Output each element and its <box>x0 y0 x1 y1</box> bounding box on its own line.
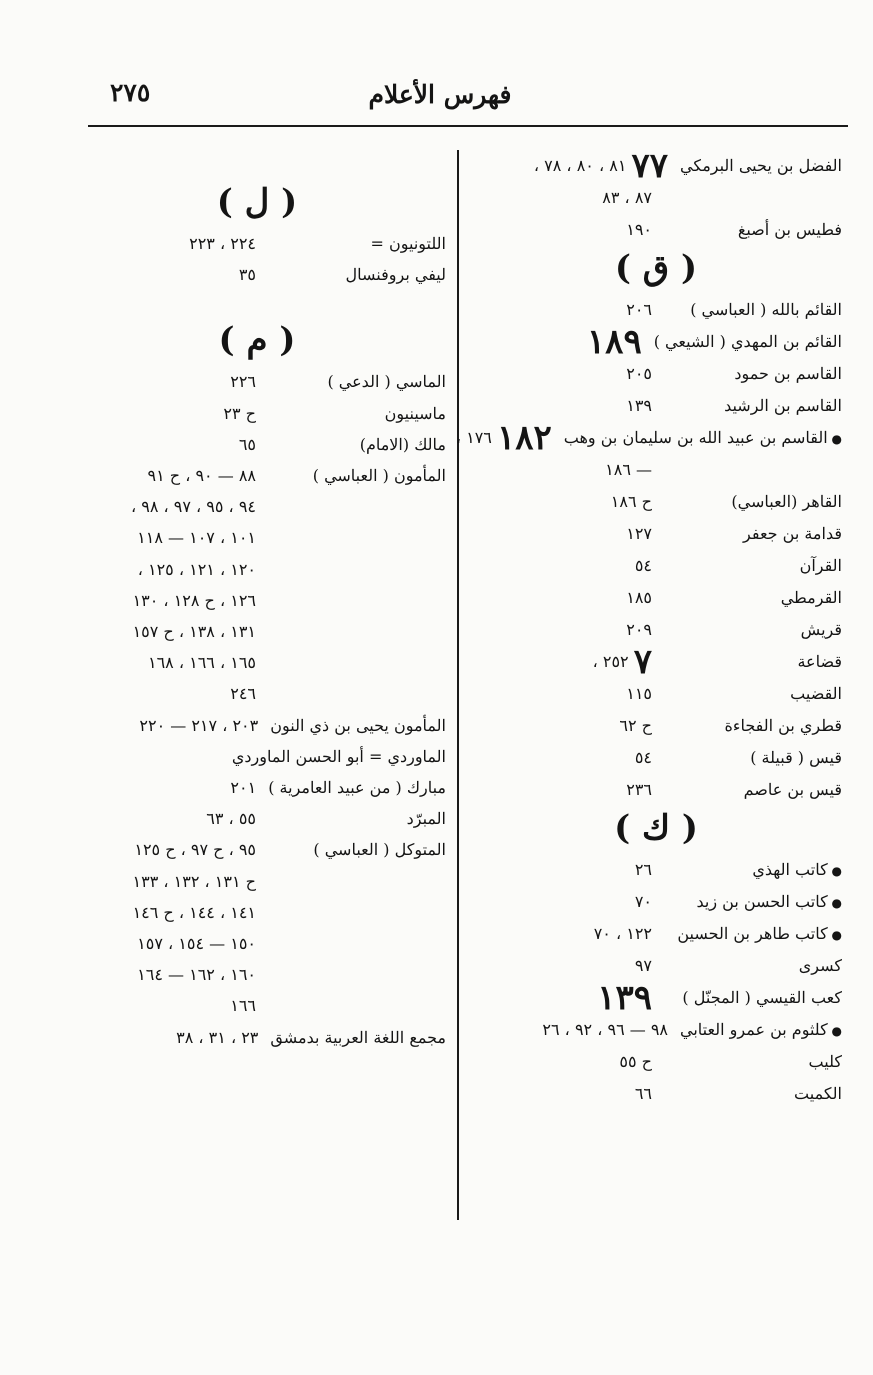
entry-name: مجمع اللغة العربية بدمشق٢٣ ، ٣١ ، ٣٨ <box>176 1027 446 1047</box>
entry-page-refs <box>206 803 256 835</box>
entry-name: المبرّد <box>406 809 446 829</box>
entry-page-refs <box>592 642 652 682</box>
page-numbers: ٢٠١ <box>230 778 257 797</box>
index-entry <box>470 214 842 246</box>
page-header-title: فهرس الأعلام <box>368 80 512 109</box>
entry-page-refs <box>230 990 256 1022</box>
page-number: ٢٧٥ <box>110 78 151 107</box>
index-entry-continuation <box>470 454 842 486</box>
entry-page-refs <box>148 460 256 492</box>
entry-name: القاهر (العباسي) <box>731 492 842 511</box>
page-numbers: ٢٥٢ ، <box>592 652 629 671</box>
page-numbers: ٨٨ — ٩٠ ، ح ٩١ <box>147 466 256 485</box>
index-entry <box>470 358 842 390</box>
index-entry <box>470 886 842 918</box>
entry-name: القائم بالله ( العباسي ) <box>690 300 842 319</box>
page-numbers: ١٢٠ ، ١٢١ ، ١٢٥ ، <box>137 559 256 579</box>
page-numbers: ٩٧ <box>634 956 652 975</box>
index-entry <box>68 429 446 461</box>
entry-page-refs <box>594 918 652 950</box>
entry-page-refs <box>635 1078 652 1110</box>
entry-page-refs <box>138 554 256 586</box>
entry-name: المتوكل ( العباسي ) <box>313 840 446 860</box>
page-numbers: ١٥٠ — ١٥٤ ، ١٥٧ <box>137 934 256 953</box>
entry-page-refs <box>586 322 642 362</box>
entry-page-refs <box>626 390 652 422</box>
page-numbers: ٩٤ ، ٩٥ ، ٩٧ ، ٩٨ ، <box>130 497 256 517</box>
index-entry <box>470 518 842 550</box>
section-letter-heading: ( ل ) <box>216 182 298 222</box>
header-rule <box>88 125 848 127</box>
page-numbers: ٩٨ — ٩٦ ، ٩٢ ، ٢٦ <box>542 1020 669 1039</box>
entry-name: المأمون ( العباسي ) <box>312 466 446 485</box>
entry-page-refs <box>533 146 669 186</box>
page-numbers: ٢٢٦ <box>230 372 256 392</box>
page-numbers: ٥٤ <box>634 748 652 767</box>
page-numbers: ١٢٦ ، ح ١٢٨ ، ١٣٠ <box>132 590 256 610</box>
entry-name: القائم بن المهدي ( الشيعي )١٨٩ <box>586 322 842 362</box>
page-numbers: ٢٦ <box>634 860 652 879</box>
entry-page-refs <box>619 710 652 742</box>
index-entry <box>470 854 842 886</box>
index-entry <box>470 1078 842 1110</box>
page-numbers: ٨٧ ، ٨٣ <box>602 188 652 207</box>
page-numbers: ٢٣٦ <box>626 780 652 799</box>
index-entry <box>68 803 446 835</box>
index-entry-continuation <box>470 182 842 214</box>
entry-name: القاسم بن الرشيد <box>724 396 842 415</box>
entry-page-refs <box>230 366 256 398</box>
index-entry <box>68 460 446 492</box>
page-numbers: ٥٤ <box>634 556 652 575</box>
entry-page-refs <box>605 454 652 486</box>
page-numbers: ١١٥ <box>626 684 652 703</box>
entry-page-refs <box>626 582 652 614</box>
primary-page-ref: ١٨٩ <box>586 322 642 362</box>
index-entry-continuation <box>68 866 446 898</box>
index-entry <box>470 294 842 326</box>
entry-page-refs <box>597 978 652 1018</box>
page-numbers: ١٧٦ ، <box>455 428 492 447</box>
page-numbers: ١٠١ ، ١٠٧ — ١١٨ <box>137 528 256 548</box>
entry-name: ماسينيون <box>384 403 446 423</box>
entry-name: القرآن <box>799 556 842 575</box>
index-entry <box>470 774 842 806</box>
page-numbers: ١٣٩ <box>626 396 652 415</box>
index-entry <box>470 582 842 614</box>
page-numbers: ٥٥ ، ٦٣ <box>206 809 256 829</box>
entry-page-refs <box>139 716 258 735</box>
entry-page-refs <box>635 742 652 774</box>
index-entry <box>470 678 842 710</box>
index-entry-continuation <box>68 522 446 554</box>
page-numbers: ١٣١ ، ١٣٨ ، ح ١٥٧ <box>132 622 256 641</box>
entry-name: قيس بن عاصم <box>743 780 842 799</box>
entry-name: ليفي بروفنسال <box>345 265 446 285</box>
entry-page-refs <box>626 358 652 390</box>
entry-name: قريش <box>800 620 842 639</box>
entry-page-refs <box>635 886 652 918</box>
entry-name: الكميت <box>794 1084 842 1103</box>
entry-name: ● كاتب الحسن بن زيد <box>696 886 842 919</box>
entry-page-refs <box>626 774 652 806</box>
page-numbers: ٦٥ <box>238 434 256 454</box>
entry-page-refs <box>137 928 256 960</box>
primary-page-ref: ٧ <box>633 642 652 682</box>
entry-name: ● كلثوم بن عمرو العتابي٩٨ — ٩٦ ، ٩٢ ، ٢٦ <box>542 1014 842 1047</box>
entry-name: كسرى <box>798 956 842 975</box>
entry-name: ● كاتب الهذي <box>752 854 842 887</box>
index-entry <box>455 418 842 458</box>
index-entry <box>470 614 842 646</box>
page-numbers: ح ٢٣ <box>223 403 256 423</box>
index-entry <box>68 741 446 773</box>
primary-page-ref: ٧٧ <box>631 146 669 186</box>
entry-page-refs <box>602 182 652 214</box>
entry-page-refs <box>189 228 256 260</box>
page-numbers: ١٩٠ <box>626 220 652 239</box>
entry-name: الماسي ( الدعي ) <box>327 372 446 392</box>
entry-page-refs <box>131 491 256 523</box>
index-entry <box>470 322 842 362</box>
entry-page-refs <box>133 616 256 648</box>
entry-page-refs <box>455 418 552 458</box>
entry-page-refs <box>611 486 652 518</box>
entry-name: كعب القيسي ( المجنّل ) <box>682 988 842 1007</box>
index-entry <box>68 1022 446 1054</box>
page-numbers: ٣٥ <box>238 265 256 285</box>
index-entry <box>470 146 842 186</box>
page-numbers: ١٢٧ <box>626 524 652 543</box>
entry-name: مبارك ( من عبيد العامرية )٢٠١ <box>230 778 446 797</box>
entry-page-refs <box>133 585 256 617</box>
entry-page-refs <box>134 834 256 866</box>
page-numbers: ٢٢٤ ، ٢٢٣ <box>189 234 256 253</box>
index-entry <box>470 1014 842 1046</box>
index-entry-continuation <box>68 959 446 991</box>
page-numbers: ١٨٥ <box>626 588 652 607</box>
page-numbers: ١٦٦ <box>230 996 256 1016</box>
entry-name: قضاعة <box>797 652 842 671</box>
entry-name: اللتونيون = <box>370 234 446 253</box>
page-numbers: ٨١ ، ٨٠ ، ٧٨ ، <box>533 156 627 175</box>
entry-name: القاسم بن حمود <box>734 364 842 383</box>
index-entry-continuation <box>68 928 446 960</box>
index-entry <box>470 1046 842 1078</box>
page-numbers: ١٢٢ ، ٧٠ <box>593 924 652 943</box>
entry-name: الفضل بن يحيى البرمكي٧٧ ٨١ ، ٨٠ ، ٧٨ ، <box>533 146 842 186</box>
entry-page-refs <box>137 959 256 991</box>
index-entry <box>68 772 446 804</box>
page-numbers: ٦٦ <box>634 1084 652 1103</box>
index-entry <box>68 398 446 430</box>
index-entry <box>68 710 446 742</box>
index-entry <box>470 918 842 950</box>
index-entry <box>470 978 842 1018</box>
section-letter-heading: ( م ) <box>218 320 296 361</box>
entry-page-refs <box>230 678 256 710</box>
index-entry <box>68 366 446 398</box>
entry-name: الماوردي = أبو الحسن الماوردي <box>231 746 446 766</box>
index-entry-continuation <box>68 491 446 523</box>
entry-page-refs <box>239 429 256 461</box>
page-numbers: ٧٠ <box>634 892 652 911</box>
page-numbers: ٢٠٥ <box>626 364 652 383</box>
index-entry <box>470 550 842 582</box>
entry-page-refs <box>626 678 652 710</box>
entry-page-refs <box>176 1028 258 1047</box>
entry-name: قيس ( قبيلة ) <box>750 748 842 767</box>
index-entry <box>470 642 842 682</box>
page-numbers: ٩٥ ، ح ٩٧ ، ح ١٢٥ <box>134 840 256 860</box>
primary-page-ref: ١٣٩ <box>597 978 652 1018</box>
entry-page-refs <box>133 897 256 929</box>
page-numbers: ٢٤٦ <box>230 684 256 704</box>
entry-page-refs <box>635 854 652 886</box>
page-numbers: ٢٠٦ <box>626 300 652 319</box>
entry-name: قطري بن الفجاءة <box>724 716 842 735</box>
index-entry-continuation <box>68 647 446 679</box>
entry-page-refs <box>626 518 652 550</box>
page-numbers: — ١٨٦ <box>605 460 652 479</box>
index-entry-continuation <box>68 554 446 586</box>
entry-name: مالك (الامام) <box>359 434 446 454</box>
entry-page-refs <box>230 778 256 797</box>
page-numbers: ٢٠٩ <box>626 620 652 639</box>
index-entry <box>470 710 842 742</box>
page-numbers: ١٦٥ ، ١٦٦ ، ١٦٨ <box>147 653 256 673</box>
page-numbers: ١٦٠ ، ١٦٢ — ١٦٤ <box>137 965 256 985</box>
index-entry <box>68 228 446 260</box>
index-entry-continuation <box>68 585 446 617</box>
entry-page-refs <box>137 522 256 554</box>
column-divider <box>457 150 459 1220</box>
index-entry-continuation <box>68 616 446 648</box>
page-numbers: ح ١٨٦ <box>610 492 652 511</box>
index-entry-continuation <box>68 990 446 1022</box>
index-entry <box>470 742 842 774</box>
entry-page-refs <box>635 550 652 582</box>
entry-page-refs <box>626 214 652 246</box>
entry-name: قدامة بن جعفر <box>743 524 842 543</box>
page-numbers: ٢٠٣ ، ٢١٧ — ٢٢٠ <box>139 715 259 735</box>
index-entry-continuation <box>68 897 446 929</box>
entry-page-refs <box>542 1020 668 1039</box>
section-letter-heading: ( ق ) <box>614 248 698 288</box>
entry-page-refs <box>223 398 256 430</box>
entry-page-refs <box>239 259 256 291</box>
entry-name: ● القاسم بن عبيد الله بن سليمان بن وهب١٨٢ ١٧٦ ، <box>456 422 842 455</box>
index-entry <box>470 486 842 518</box>
entry-page-refs <box>619 1046 652 1078</box>
index-entry-continuation <box>68 678 446 710</box>
primary-page-ref: ١٨٢ <box>496 418 552 458</box>
index-entry <box>68 259 446 291</box>
entry-page-refs <box>148 647 256 679</box>
page-numbers: ١٤١ ، ١٤٤ ، ح ١٤٦ <box>132 902 256 922</box>
index-entry <box>68 834 446 866</box>
entry-name: المأمون يحيى بن ذي النون٢٠٣ ، ٢١٧ — ٢٢٠ <box>139 715 446 735</box>
page-numbers: ح ١٣١ ، ١٣٢ ، ١٣٣ <box>132 871 256 891</box>
section-letter-heading: ( ك ) <box>614 808 698 848</box>
entry-page-refs <box>133 866 256 898</box>
entry-name: فطيس بن أصبغ <box>737 220 842 239</box>
entry-name: القرمطي <box>780 588 842 607</box>
entry-name: القضيب <box>790 684 842 703</box>
page-numbers: ح ٦٢ <box>619 716 652 735</box>
entry-name: كليب <box>808 1052 842 1071</box>
index-entry <box>470 950 842 982</box>
entry-name: ● كاتب طاهر بن الحسين <box>677 918 842 951</box>
page-numbers: ح ٥٥ <box>619 1052 652 1071</box>
page-numbers: ٢٣ ، ٣١ ، ٣٨ <box>176 1027 259 1047</box>
